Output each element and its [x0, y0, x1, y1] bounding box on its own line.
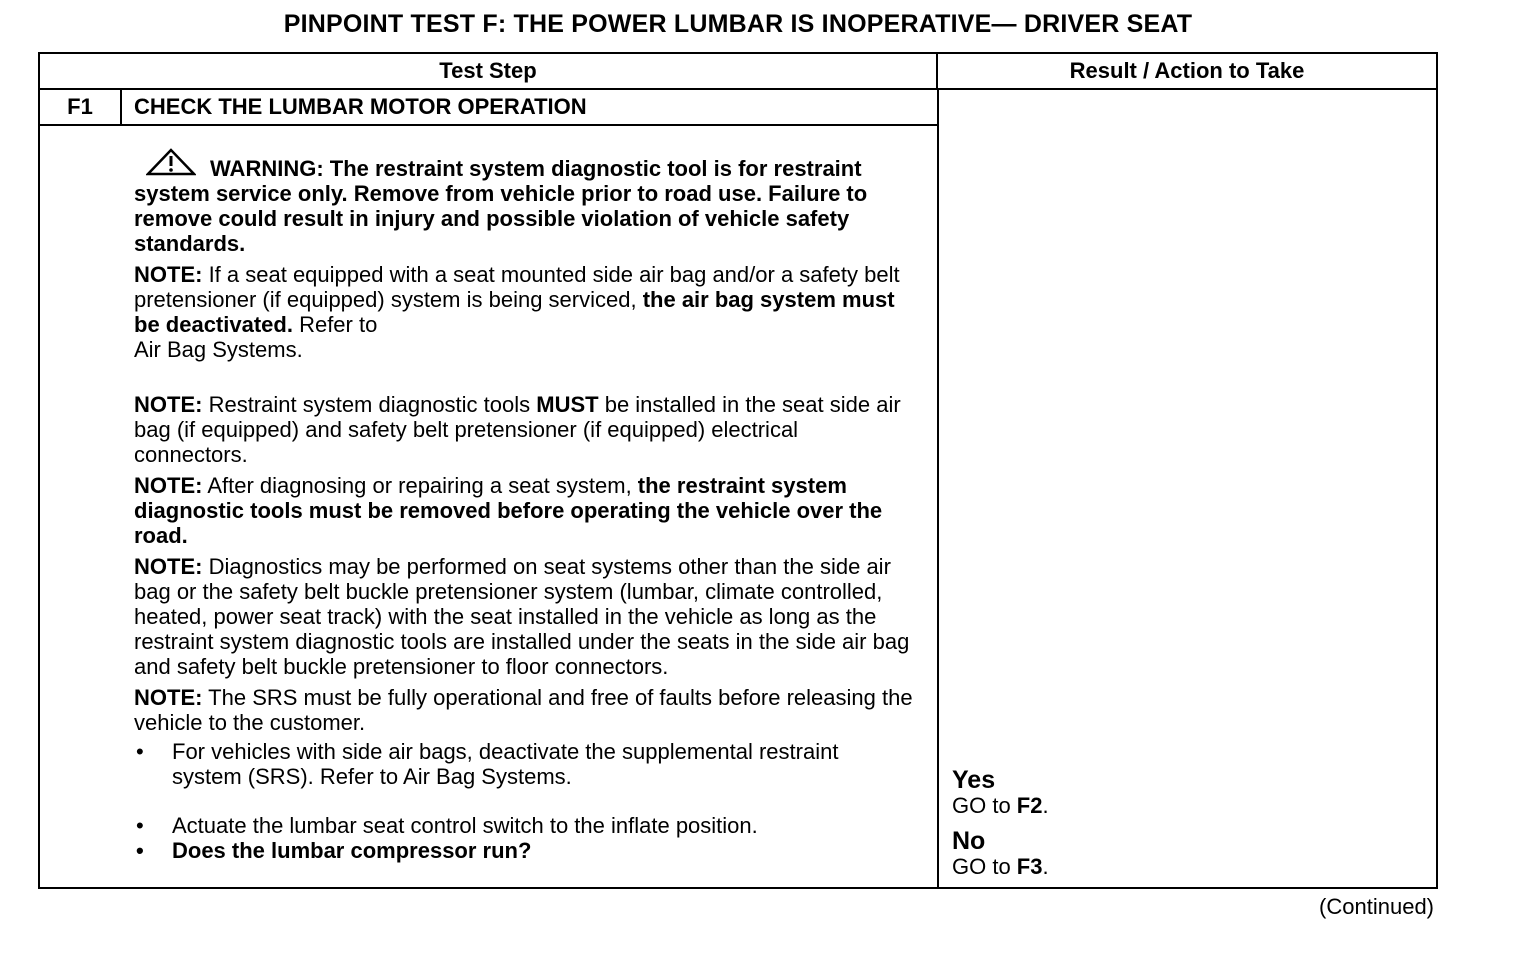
- period: .: [1042, 854, 1049, 879]
- step-title-cell: CHECK THE LUMBAR MOTOR OPERATION: [122, 90, 937, 126]
- period: .: [1042, 793, 1049, 818]
- go-to-text: GO to: [952, 854, 1017, 879]
- note-1: [134, 262, 914, 362]
- note-emphasis: MUST: [536, 392, 599, 417]
- result-yes: [952, 768, 1049, 818]
- yes-label: Yes: [952, 766, 996, 794]
- note-text: Diagnostics may be performed on seat systems other than the side air bag or the safety belt buckle pretensioner system (lumbar, climate controlled, heated, power seat track) with the seat installed in the vehicle as long as the restraint system diagnostic tools are installed under the seats in the side air bag and safety belt buckle pretensioner to floor connectors.: [134, 554, 910, 679]
- warning-paragraph: [134, 148, 914, 256]
- result-no: [952, 829, 1049, 879]
- note-text: The SRS must be fully operational and free of faults before releasing the vehicle to the customer.: [134, 685, 913, 735]
- note-text: If a seat equipped with a seat mounted side air bag and/or a safety belt pretensioner (if equipped) system is being serviced,: [134, 262, 900, 312]
- note-5: [134, 685, 914, 735]
- page-title: PINPOINT TEST F: THE POWER LUMBAR IS INOPERATIVE— DRIVER SEAT: [283, 10, 1193, 38]
- step-body: [134, 148, 914, 863]
- note-4: [134, 554, 914, 679]
- note-label: NOTE:: [134, 473, 203, 498]
- note-label: NOTE:: [134, 554, 203, 579]
- header-result-action: Result / Action to Take: [1069, 58, 1305, 83]
- no-label: No: [952, 827, 986, 855]
- continued-label: (Continued): [1319, 894, 1434, 919]
- note-text: be installed in the seat side air bag (if equipped) and safety belt pretensioner (if equipped) electrical connectors.: [134, 392, 901, 467]
- note-label: NOTE:: [134, 685, 203, 710]
- note-3: [134, 473, 914, 548]
- warning-text: WARNING: The restraint system diagnostic tool is for restraint system service only. Remove from vehicle prior to road use. Failure to remove could result in injury and possible violation of vehicle safety standards.: [134, 156, 868, 256]
- note-2: [134, 392, 914, 467]
- go-to-target-link[interactable]: F3: [1016, 854, 1043, 879]
- step-id-cell: F1: [40, 90, 122, 126]
- note-emphasis: the restraint system diagnostic tools must be removed before operating the vehicle over the road.: [134, 473, 883, 548]
- action-list: [134, 739, 914, 863]
- header-test-step: Test Step: [40, 54, 938, 88]
- list-item-question: • Does the lumbar compressor run?: [134, 838, 914, 863]
- column-divider: [937, 90, 939, 889]
- list-item: • Actuate the lumbar seat control switch to the inflate position.: [134, 813, 914, 838]
- table-header-row: [40, 54, 1436, 90]
- note-text: After diagnosing or repairing a seat system,: [202, 473, 638, 498]
- go-to-text: GO to: [952, 793, 1017, 818]
- note-label: NOTE:: [134, 392, 203, 417]
- go-to-target-link[interactable]: F2: [1016, 793, 1043, 818]
- note-text: Refer to: [292, 312, 378, 337]
- note-emphasis: the air bag system must be deactivated.: [134, 287, 895, 337]
- warning-triangle-icon: [146, 148, 196, 178]
- note-label: NOTE:: [134, 262, 203, 287]
- list-item: • For vehicles with side air bags, deactivate the supplemental restraint system (SRS). Refer to Air Bag Systems.: [134, 739, 914, 789]
- note-text: Air Bag Systems.: [134, 337, 303, 362]
- note-text: Restraint system diagnostic tools: [202, 392, 537, 417]
- pinpoint-test-table: [38, 52, 1438, 889]
